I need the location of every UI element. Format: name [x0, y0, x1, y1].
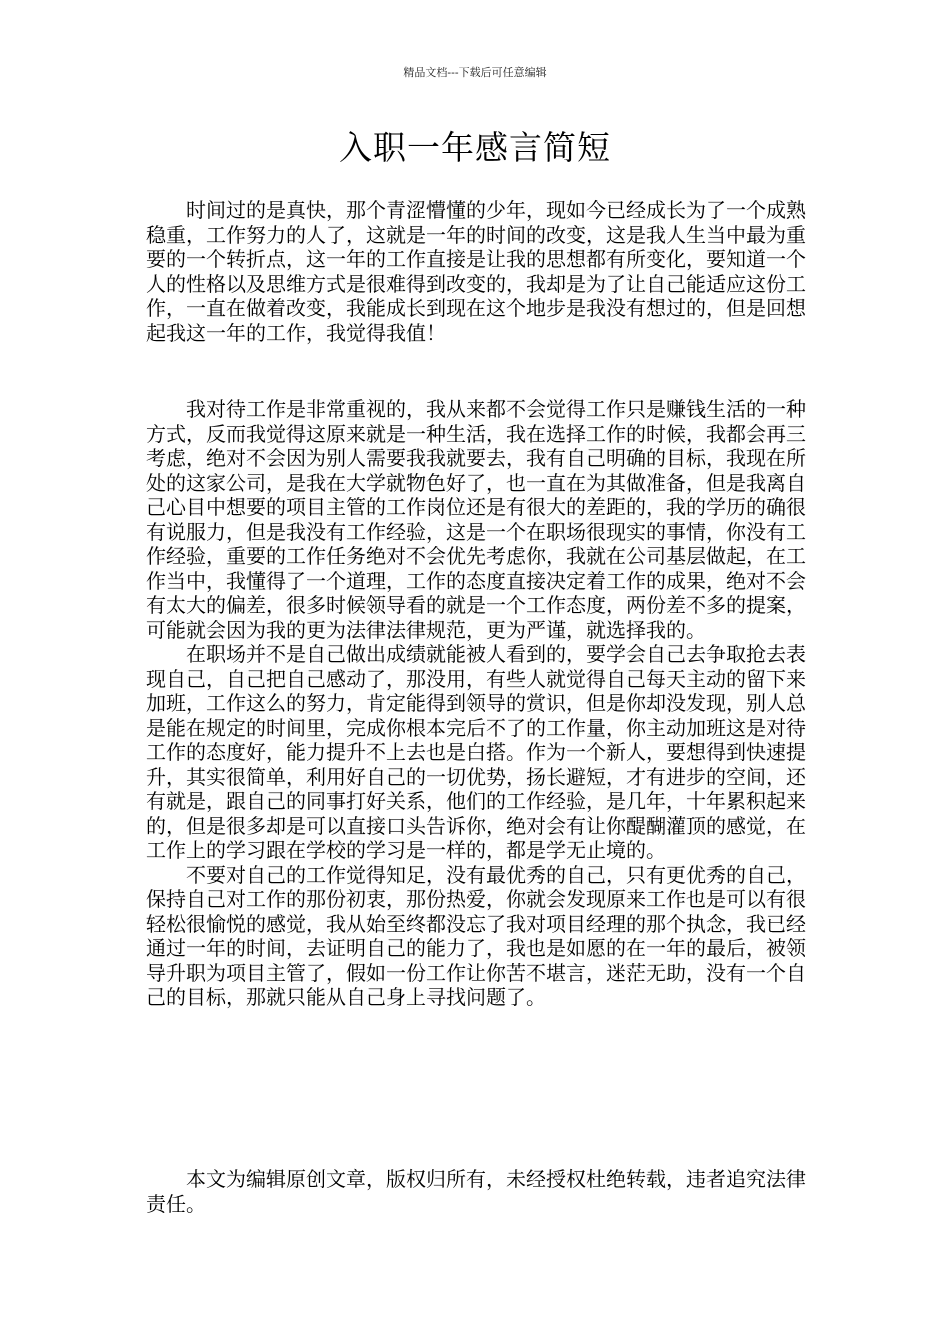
body-block-intro	[146, 198, 806, 345]
paragraph-2: 我对待工作是非常重视的，我从来都不会觉得工作只是赚钱生活的一种方式，反而我觉得这原来就是一种生活，我在选择工作的时候，我都会再三考虑，绝对不会因为别人需要我我就要去，我有自己明确的目标，我现在所处的这家公司，是我在大学就物色好了，也一直在为其做准备，但是我离自己心目中想要的项目主管的工作岗位还是有很大的差距的，我的学历的确很有说服力，但是我没有工作经验，这是一个在职场很现实的事情，你没有工作经验，重要的工作任务绝对不会优先考虑你，我就在公司基层做起，在工作当中，我懂得了一个道理，工作的态度直接决定着工作的成果，绝对不会有太大的偏差，很多时候领导看的就是一个工作态度，两份差不多的提案，可能就会因为我的更为法律法律规范，更为严谨，就选择我的。	[146, 397, 806, 642]
copyright-notice: 本文为编辑原创文章，版权归所有，未经授权杜绝转载，违者追究法律责任。	[146, 1167, 806, 1216]
page-title: 入职一年感言简短	[339, 128, 611, 167]
paragraph-1: 时间过的是真快，那个青涩懵懂的少年，现如今已经成长为了一个成熟稳重，工作努力的人了，这就是一年的时间的改变，这是我人生当中最为重要的一个转折点，这一年的工作直接是让我的思想都有所变化，要知道一个人的性格以及思维方式是很难得到改变的，我却是为了让自己能适应这份工作，一直在做着改变，我能成长到现在这个地步是我没有想过的，但是回想起我这一年的工作，我觉得我值！	[146, 198, 806, 345]
paragraph-4: 不要对自己的工作觉得知足，没有最优秀的自己，只有更优秀的自己，保持自己对工作的那份初衷，那份热爱，你就会发现原来工作也是可以有很轻松很愉悦的感觉，我从始至终都没忘了我对项目经理的那个执念，我已经通过一年的时间，去证明自己的能力了，我也是如愿的在一年的最后，被领导升职为项目主管了，假如一份工作让你苦不堪言，迷茫无助，没有一个自己的目标，那就只能从自己身上寻找问题了。	[146, 862, 806, 1009]
paragraph-3: 在职场并不是自己做出成绩就能被人看到的，要学会自己去争取抢去表现自己，自己把自己感动了，那没用，有些人就觉得自己每天主动的留下来加班，工作这么的努力，肯定能得到领导的赏识，但是你却没发现，别人总是能在规定的时间里，完成你根本完后不了的工作量，你主动加班这是对待工作的态度好，能力提升不上去也是白搭。作为一个新人，要想得到快速提升，其实很简单，利用好自己的一切优势，扬长避短，才有进步的空间，还有就是，跟自己的同事打好关系，他们的工作经验，是几年，十年累积起来的，但是很多却是可以直接口头告诉你，绝对会有让你醍醐灌顶的感觉，在工作上的学习跟在学校的学习是一样的，都是学无止境的。	[146, 642, 806, 862]
header-note: 精品文档---下载后可任意编辑	[403, 66, 547, 79]
body-block-main	[146, 397, 806, 1010]
copyright-block	[146, 1167, 806, 1216]
